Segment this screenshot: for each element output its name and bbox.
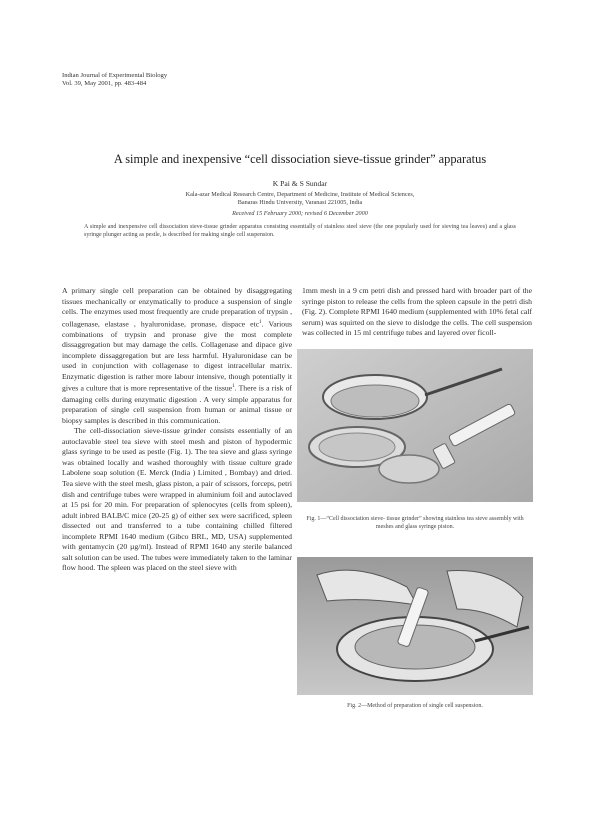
figure-1-photo — [297, 349, 533, 502]
body-text: . There is a risk of damaging cells during enzymatic digestion . A very simple apparatus for preparation of single cell suspension from human or animal tissue or biopsy samples is described in this communication. — [62, 384, 292, 425]
affiliation-line: Kala-azar Medical Research Centre, Department of Medicine, Institute of Medical Sciences, — [185, 191, 415, 198]
body-paragraph — [62, 286, 292, 426]
article-title: A simple and inexpensive “cell dissociation sieve-tissue grinder” apparatus — [113, 152, 487, 166]
citation-superscript: 1 — [259, 319, 262, 325]
body-paragraph: 1mm mesh in a 9 cm petri dish and pressed hard with broader part of the syringe piston to release the cells from the spleen capsule in the petri dish (Fig. 2). Complete RPMI 1640 medium (supplemented with 10% fetal calf serum) was squirted on the sieve to dislodge the cells. The cell suspension was collected in 15 ml centrifuge tubes and layered over ficoll- — [302, 286, 532, 338]
body-text: . Various combinations of trypsin and pronase give the most complete dissaggregation but may damage the cells. Collagenase and dipace give incomplete dissaggregation but are less harmful. Hyaluronidase can be used in conjunction with collagenase to digest intracellular matrix. Enzymatic digestion is rather more labour intensive, though potentially it gives a culture that is more representative of the tissue — [62, 319, 292, 394]
body-paragraph: The cell-dissociation sieve-tissue grinder consists essentially of an autoclavable steel tea sieve with steel mesh and piston of hypodermic glass syringe to be used as pestle (Fig. 1). The tea sieve and glass syringe was obtained locally and washed thoroughly with tissue culture grade Labolene soap solution (E. Merck (India ) Limited , Bombay) and dried. Tea sieve with the steel mesh, glass piston, a pair of scissors, forceps, petri dish and centrifuge tubes were wrapped in aluminium foil and autoclaved at 15 psi for 20 min. For preparation of splenocytes (cells from spleen), adult inbred BALB/C mice (20-25 g) of either sex were sacrificed, spleen dissected out and transferred to a tube containing chilled filtered incomplete RPMI 1640 medium (Gibco BRL, MD, USA) supplemented with gentamycin (20 µg/ml). Instead of RPMI 1640 any sterile balanced salt solution can be used. The tubes were immediately taken to the laminar flow hood. The spleen was placed on the steel sieve with — [62, 426, 292, 573]
figure-2-photo — [297, 557, 533, 695]
journal-volume: Vol. 39, May 2001, pp. 483-484 — [62, 80, 147, 88]
abstract: A simple and inexpensive cell dissociation sieve-tissue grinder apparatus consisting essentially of stainless steel sieve (the one popularly used for sieving tea leaves) and a glass syringe plunger acting as pestle, is described for making single cell suspension. — [84, 224, 516, 238]
body-column-left — [62, 286, 292, 574]
figure-1-caption: Fig. 1—“Cell dissociation sieve- tissue grinder” showing stainless tea sieve assembly with meshes and glass syringe piston. — [306, 516, 524, 530]
figure-2-caption: Fig. 2—Method of preparation of single cell suspension. — [347, 703, 483, 709]
journal-header — [62, 72, 167, 89]
grinding-method-photo — [297, 557, 533, 695]
article-authors: K Pai & S Sundar — [272, 179, 328, 188]
received-dates: Received 15 February 2000; revised 6 December 2000 — [232, 210, 368, 217]
article-affiliation — [120, 191, 480, 208]
sieve-apparatus-photo — [297, 349, 533, 502]
body-text: A primary single cell preparation can be obtained by disaggregating tissues mechanically or enzymatically to produce a suspension of single cells. The enzymes used most frequently are crude preparation of trypsin , collagenase, elastase , hyaluronidase, pronase, dispace etc — [62, 286, 292, 329]
journal-name: Indian Journal of Experimental Biology — [62, 72, 168, 79]
body-column-right — [302, 286, 532, 339]
citation-superscript: 1 — [232, 384, 235, 390]
affiliation-line: Banaras Hindu University, Varanasi 221005, India — [237, 199, 363, 207]
